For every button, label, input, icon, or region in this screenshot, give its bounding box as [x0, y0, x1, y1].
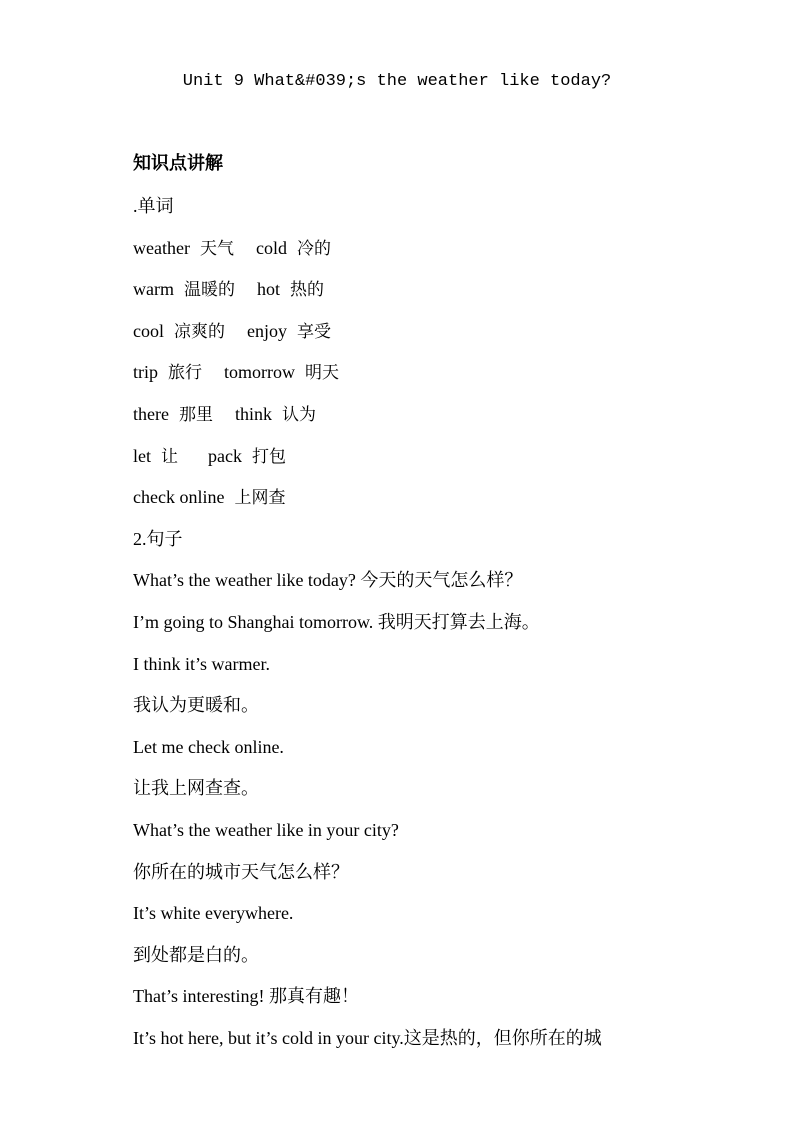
word-chinese: 那里 [178, 404, 213, 425]
word-chinese: 明天 [305, 363, 339, 384]
word-row [133, 277, 693, 319]
word-row [133, 402, 693, 444]
word-chinese: 认为 [282, 404, 316, 425]
word-row [133, 319, 693, 361]
word-chinese: 上网查 [234, 488, 286, 509]
word-chinese: 冷的 [296, 238, 331, 259]
sentence-line: 让我上网查查。 [133, 778, 259, 799]
word-row [133, 360, 693, 402]
word-row [133, 485, 693, 527]
sentences-heading: 2.句子 [133, 528, 183, 549]
word-pair [133, 236, 234, 261]
document-body [133, 194, 693, 1067]
word-chinese: 让 [161, 446, 178, 467]
word-english: cool [133, 320, 164, 341]
word-english: think [234, 403, 272, 424]
word-english: warm [133, 279, 174, 300]
word-english: trip [133, 362, 158, 383]
word-pair [235, 402, 316, 427]
word-pair [247, 319, 331, 344]
word-row [133, 444, 693, 486]
words-heading: .单词 [133, 196, 174, 216]
word-pair [257, 277, 324, 302]
word-english: let [133, 445, 151, 466]
word-chinese: 天气 [199, 238, 234, 259]
sentence-line: What’s the weather like in your city? [133, 819, 399, 840]
document-title: Unit 9 What&#039;s the weather like today? [182, 72, 612, 91]
word-english: enjoy [247, 320, 287, 341]
word-english: tomorrow [224, 362, 295, 383]
sentence-line: I’m going to Shanghai tomorrow. 我明天打算去上海。 [133, 611, 540, 632]
word-english: hot [256, 279, 280, 300]
word-pair [133, 444, 178, 469]
section-heading: 知识点讲解 [133, 153, 223, 174]
word-chinese: 热的 [290, 280, 324, 301]
word-english: pack [208, 445, 242, 466]
word-pair [256, 236, 331, 261]
word-english: check online [133, 487, 225, 508]
word-pair [133, 402, 213, 427]
word-pair [133, 277, 235, 302]
sentence-line: It’s white everywhere. [133, 903, 294, 924]
sentence-line: Let me check online. [133, 736, 284, 757]
sentence-line: 我认为更暖和。 [133, 695, 259, 716]
sentence-line: 到处都是白的。 [133, 944, 259, 965]
word-pair [224, 360, 339, 385]
word-chinese: 享受 [297, 321, 331, 342]
sentence-line: That’s interesting! 那真有趣！ [133, 986, 359, 1007]
word-chinese: 旅行 [168, 363, 202, 384]
word-row [133, 236, 693, 278]
word-english: cold [255, 237, 287, 258]
word-english: weather [133, 237, 190, 258]
sentence-line: It’s hot here, but it’s cold in your city.这是热的，但你所在的城 [133, 1027, 602, 1048]
sentence-line: I think it’s warmer. [133, 653, 270, 674]
word-pair [133, 485, 285, 510]
word-pair [133, 319, 225, 344]
word-english: there [133, 403, 169, 424]
sentence-line: 你所在的城市天气怎么样？ [133, 861, 349, 882]
word-chinese: 凉爽的 [174, 321, 225, 342]
word-chinese: 打包 [251, 446, 286, 467]
word-pair [208, 444, 286, 469]
word-pair [133, 360, 202, 385]
sentence-line: What’s the weather like today? 今天的天气怎么样？ [133, 570, 523, 591]
word-chinese: 温暖的 [183, 280, 235, 301]
